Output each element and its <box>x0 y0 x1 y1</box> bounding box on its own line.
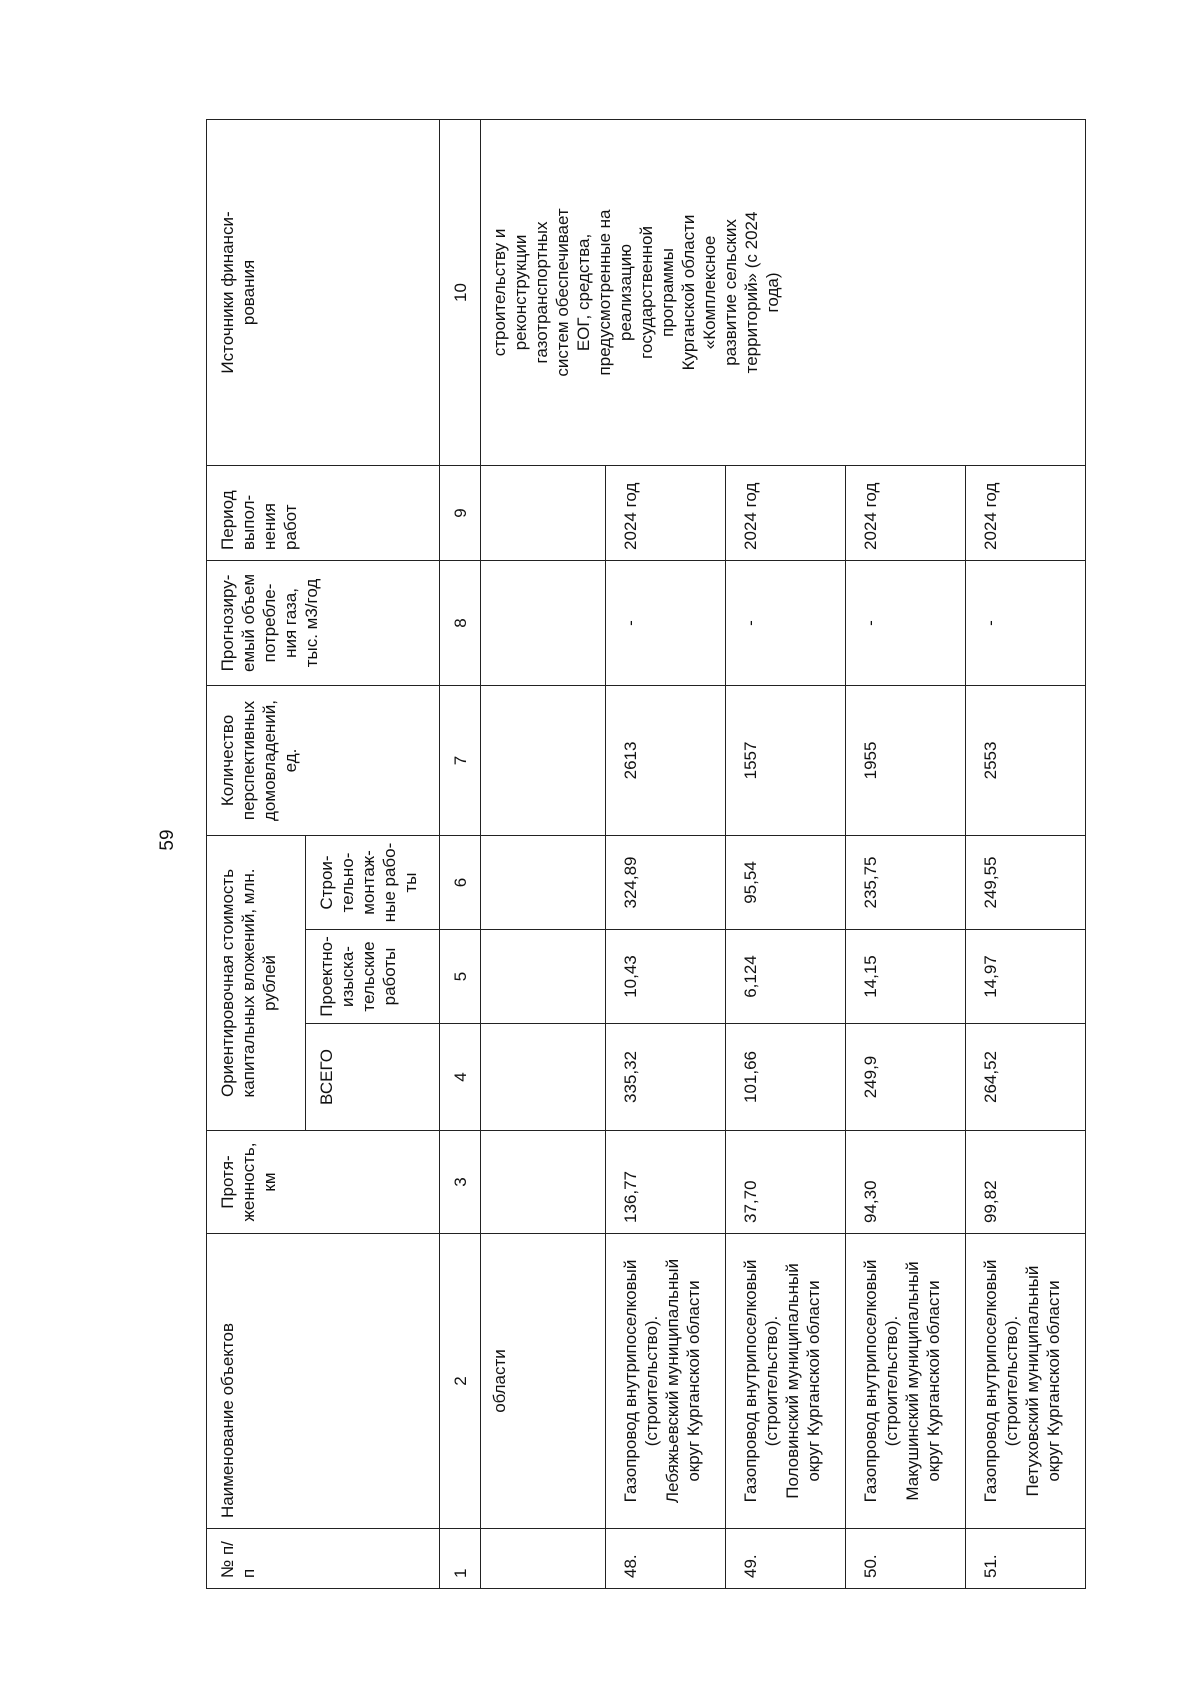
continuation-empty <box>481 930 606 1024</box>
column-number: 6 <box>440 835 481 929</box>
continuation-empty <box>481 835 606 929</box>
continuation-num <box>481 1529 606 1589</box>
continuation-empty <box>481 1024 606 1131</box>
continuation-row <box>481 119 606 1588</box>
row-period: 2024 год <box>846 465 966 560</box>
header-cost-group: Ориентировочная стоимость капитальных вложений, млн. рублей <box>207 835 306 1130</box>
header-households: Количество перспективных домовладений, ед. <box>207 685 440 835</box>
row-construction: 235,75 <box>846 835 966 929</box>
row-survey: 14,97 <box>966 930 1086 1024</box>
rotated-table-container <box>206 120 1069 1589</box>
row-households: 2553 <box>966 685 1086 835</box>
row-name: Газопровод внутрипоселковый (строительство). Лебяжьевский муниципальный округ Курганской области <box>606 1234 726 1529</box>
column-number: 1 <box>440 1529 481 1589</box>
row-construction: 249,55 <box>966 835 1086 929</box>
row-total: 335,32 <box>606 1024 726 1131</box>
row-name: Газопровод внутрипоселковый (строительство). Петуховский муниципальный округ Курганской области <box>966 1234 1086 1529</box>
funding-source-text: строительству и реконструкции газотранспортных систем обеспечивает ЕОГ, средства, предусмотренные на реализацию государственной программы Курганской области «Комплексное развитие сельских территорий» (с 2024 года) <box>481 119 1086 465</box>
column-number: 9 <box>440 465 481 560</box>
row-survey: 14,15 <box>846 930 966 1024</box>
continuation-empty <box>481 1131 606 1234</box>
column-number: 3 <box>440 1131 481 1234</box>
column-number: 2 <box>440 1234 481 1529</box>
column-number: 10 <box>440 119 481 465</box>
row-gas-volume: - <box>726 560 846 685</box>
row-period: 2024 год <box>726 465 846 560</box>
column-number: 7 <box>440 685 481 835</box>
row-construction: 324,89 <box>606 835 726 929</box>
header-num: № п/п <box>207 1529 440 1589</box>
header-funding-sources: Источники финанси- рования <box>207 119 440 465</box>
row-households: 2613 <box>606 685 726 835</box>
row-total: 249,9 <box>846 1024 966 1131</box>
header-period: Период выпол- нения работ <box>207 465 440 560</box>
row-gas-volume: - <box>846 560 966 685</box>
page-number: 59 <box>157 829 178 851</box>
column-number-row <box>440 119 481 1588</box>
column-number: 4 <box>440 1024 481 1131</box>
column-number: 5 <box>440 930 481 1024</box>
continuation-name: области <box>481 1234 606 1529</box>
row-period: 2024 год <box>966 465 1086 560</box>
row-period: 2024 год <box>606 465 726 560</box>
continuation-empty <box>481 685 606 835</box>
row-gas-volume: - <box>606 560 726 685</box>
row-num: 48. <box>606 1529 726 1589</box>
row-length: 136,77 <box>606 1131 726 1234</box>
header-construction-works: Строи- тельно- монтаж- ные рабо- ты <box>306 835 440 929</box>
column-number: 8 <box>440 560 481 685</box>
row-length: 99,82 <box>966 1131 1086 1234</box>
row-num: 50. <box>846 1529 966 1589</box>
row-name: Газопровод внутрипоселковый (строительство). Половинский муниципальный округ Курганской области <box>726 1234 846 1529</box>
row-total: 264,52 <box>966 1024 1086 1131</box>
header-name: Наименование объектов <box>207 1234 440 1529</box>
header-gas-volume: Прогнозиру- емый объем потребле- ния газа, тыс. м3/год <box>207 560 440 685</box>
row-survey: 10,43 <box>606 930 726 1024</box>
row-length: 37,70 <box>726 1131 846 1234</box>
row-gas-volume: - <box>966 560 1086 685</box>
header-row <box>207 119 306 1588</box>
gas-pipeline-table <box>206 119 1086 1589</box>
row-survey: 6,124 <box>726 930 846 1024</box>
header-length: Протя- женность, км <box>207 1131 440 1234</box>
row-num: 51. <box>966 1529 1086 1589</box>
continuation-empty <box>481 465 606 560</box>
continuation-empty <box>481 560 606 685</box>
row-total: 101,66 <box>726 1024 846 1131</box>
header-total: ВСЕГО <box>306 1024 440 1131</box>
header-survey-works: Проектно- изыска- тельские работы <box>306 930 440 1024</box>
row-households: 1557 <box>726 685 846 835</box>
row-length: 94,30 <box>846 1131 966 1234</box>
row-households: 1955 <box>846 685 966 835</box>
row-construction: 95,54 <box>726 835 846 929</box>
row-name: Газопровод внутрипоселковый (строительство). Макушинский муниципальный округ Курганской области <box>846 1234 966 1529</box>
row-num: 49. <box>726 1529 846 1589</box>
